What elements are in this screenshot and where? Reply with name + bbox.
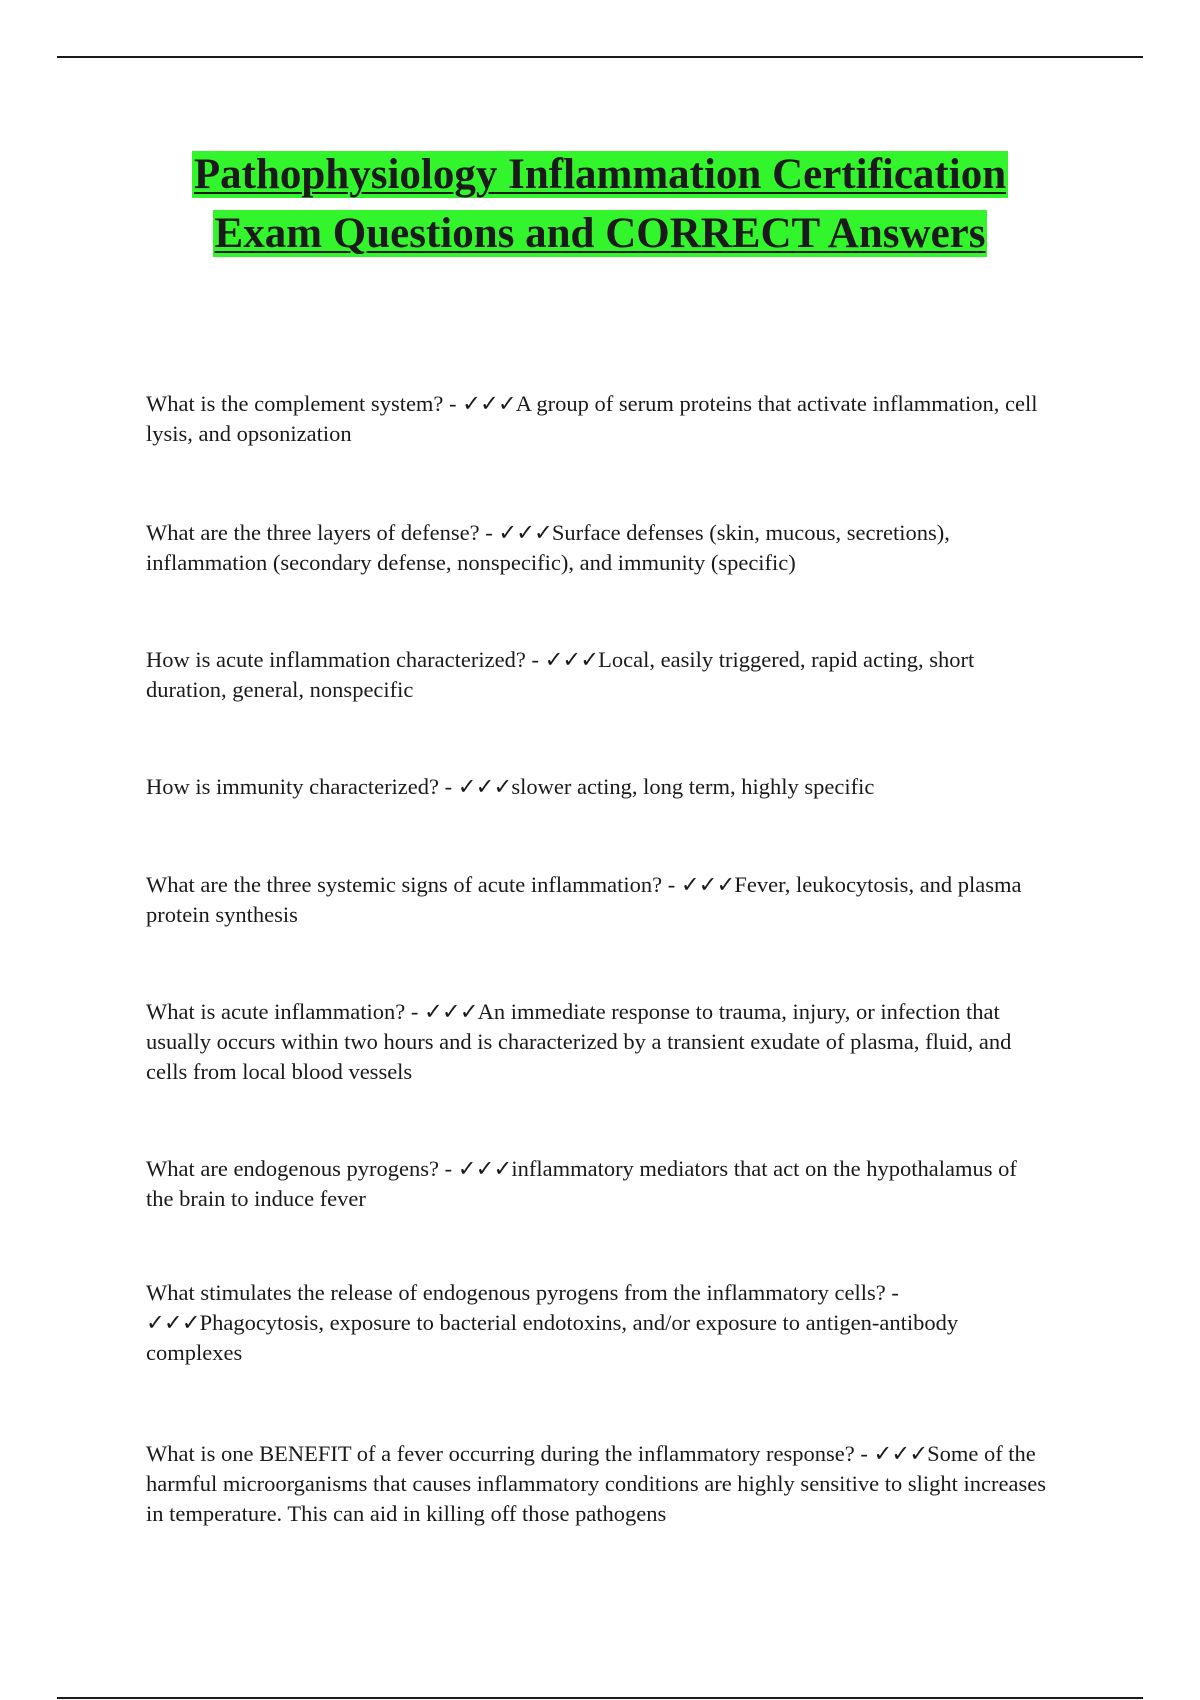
question-text: What is one BENEFIT of a fever occurring during the inflammatory response? bbox=[146, 1441, 855, 1466]
check-marks-icon: ✓✓✓ bbox=[462, 391, 516, 416]
check-marks-icon: ✓✓✓ bbox=[424, 999, 478, 1024]
question-text: What are the three systemic signs of acute inflammation? bbox=[146, 872, 663, 897]
separator: - bbox=[885, 1280, 899, 1305]
bottom-divider bbox=[57, 1697, 1143, 1699]
answer-text: A group of serum proteins that activate inflammation, cell lysis, and opsonization bbox=[146, 391, 1038, 446]
separator: - bbox=[439, 1156, 458, 1181]
qa-item-systemic-signs bbox=[146, 870, 1046, 930]
separator: - bbox=[439, 774, 458, 799]
answer-text: inflammatory mediators that act on the hypothalamus of the brain to induce fever bbox=[146, 1156, 1017, 1211]
separator: - bbox=[525, 647, 545, 672]
answer-text: Fever, leukocytosis, and plasma protein synthesis bbox=[146, 872, 1022, 927]
check-marks-icon: ✓✓✓ bbox=[680, 872, 735, 897]
separator: - bbox=[854, 1441, 874, 1466]
document-title-text: Pathophysiology Inflammation Certification Exam Questions and CORRECT Answers bbox=[193, 151, 1007, 257]
check-marks-icon: ✓✓✓ bbox=[544, 647, 599, 672]
qa-item-complement-system bbox=[146, 389, 1046, 449]
qa-item-pyrogen-release bbox=[146, 1278, 1046, 1368]
check-marks-icon: ✓✓✓ bbox=[873, 1441, 928, 1466]
question-text: How is immunity characterized? bbox=[146, 774, 440, 799]
answer-text: An immediate response to trauma, injury, or infection that usually occurs within two hours and is characterized by a transient exudate of plasma, fluid, and cells from local blood vessels bbox=[146, 999, 1012, 1084]
question-text: How is acute inflammation characterized? bbox=[146, 647, 526, 672]
separator: - bbox=[662, 872, 681, 897]
answer-text: Surface defenses (skin, mucous, secretions), inflammation (secondary defense, nonspecific), and immunity (specific) bbox=[146, 520, 950, 575]
separator: - bbox=[405, 999, 425, 1024]
answer-text: Phagocytosis, exposure to bacterial endotoxins, and/or exposure to antigen-antibody complexes bbox=[146, 1310, 959, 1365]
qa-item-fever-benefit bbox=[146, 1439, 1046, 1529]
qa-item-acute-inflammation bbox=[146, 997, 1046, 1087]
qa-item-acute-inflammation-characterized bbox=[146, 645, 1046, 705]
qa-item-immunity-characterized bbox=[146, 772, 1046, 802]
question-text: What stimulates the release of endogenous pyrogens from the inflammatory cells? bbox=[146, 1280, 886, 1305]
question-text: What are endogenous pyrogens? bbox=[146, 1156, 440, 1181]
separator: - bbox=[479, 520, 499, 545]
question-text: What is acute inflammation? bbox=[146, 999, 406, 1024]
check-marks-icon: ✓✓✓ bbox=[457, 1156, 512, 1181]
question-text: What are the three layers of defense? bbox=[146, 520, 480, 545]
answer-text: Local, easily triggered, rapid acting, short duration, general, nonspecific bbox=[146, 647, 975, 702]
separator: - bbox=[443, 391, 463, 416]
qa-item-layers-of-defense bbox=[146, 518, 1046, 578]
check-marks-icon: ✓✓✓ bbox=[457, 774, 512, 799]
answer-text: slower acting, long term, highly specific bbox=[511, 774, 875, 799]
check-marks-icon: ✓✓✓ bbox=[146, 1310, 200, 1335]
question-text: What is the complement system? bbox=[146, 391, 444, 416]
qa-item-endogenous-pyrogens bbox=[146, 1154, 1046, 1214]
check-marks-icon: ✓✓✓ bbox=[498, 520, 552, 545]
answer-text: Some of the harmful microorganisms that causes inflammatory conditions are highly sensitive to slight increases in temperature. This can aid in killing off those pathogens bbox=[146, 1441, 1047, 1526]
